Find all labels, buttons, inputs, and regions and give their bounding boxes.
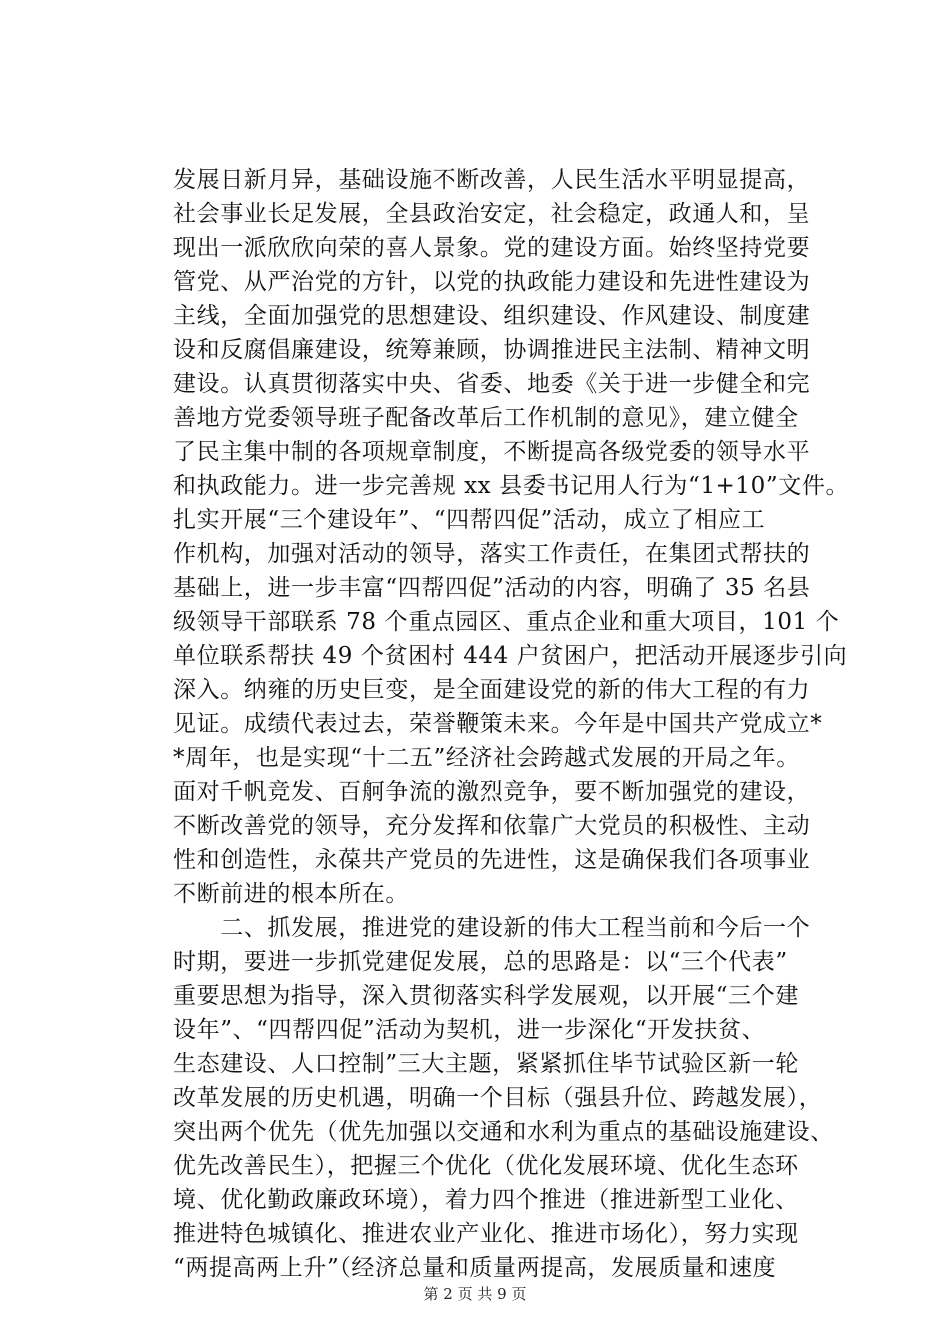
text-line: 管党、从严治党的方针，以党的执政能力建设和先进性建设为 <box>173 269 811 295</box>
text-line: 现出一派欣欣向荣的喜人景象。党的建设方面。始终坚持党要 <box>173 235 811 261</box>
text-line: 社会事业长足发展，全县政治安定，社会稳定，政通人和，呈 <box>173 201 811 227</box>
text-line: *周年，也是实现“十二五”经济社会跨越式发展的开局之年。 <box>173 745 800 771</box>
text-line: 作机构，加强对活动的领导，落实工作责任，在集团式帮扶的 <box>173 541 811 567</box>
text-line: 设年”、“四帮四促”活动为契机，进一步深化“开发扶贫、 <box>173 1017 766 1043</box>
text-line: 设和反腐倡廉建设，统筹兼顾，协调推进民主法制、精神文明 <box>173 337 811 363</box>
text-line: 优先改善民生），把握三个优化（优化发展环境、优化生态环 <box>173 1153 799 1179</box>
text-line: 深入。纳雍的历史巨变，是全面建设党的新的伟大工程的有力 <box>173 677 811 703</box>
text-line: 级领导干部联系 78 个重点园区、重点企业和重大项目，101 个 <box>173 609 840 635</box>
text-line: 重要思想为指导，深入贯彻落实科学发展观，以开展“三个建 <box>173 983 799 1009</box>
text-line: 改革发展的历史机遇，明确一个目标（强县升位、跨越发展）， <box>173 1085 823 1111</box>
text-line: 见证。成绩代表过去，荣誉鞭策未来。今年是中国共产党成立* <box>173 711 823 737</box>
page-number-footer: 第 2 页 共 9 页 <box>423 1285 527 1303</box>
text-line: 了民主集中制的各项规章制度，不断提高各级党委的领导水平 <box>173 439 811 465</box>
text-line: 性和创造性，永葆共产党员的先进性，这是确保我们各项事业 <box>173 847 811 873</box>
text-line: “两提高两上升”（经济总量和质量两提高，发展质量和速度 <box>173 1255 777 1281</box>
text-line: 发展日新月异，基础设施不断改善，人民生活水平明显提高， <box>173 167 811 193</box>
text-line: 主线，全面加强党的思想建设、组织建设、作风建设、制度建 <box>173 303 811 329</box>
text-line: 建设。认真贯彻落实中央、省委、地委《关于进一步健全和完 <box>173 371 811 397</box>
text-line: 生态建设、人口控制”三大主题，紧紧抓住毕节试验区新一轮 <box>173 1051 799 1077</box>
text-line: 时期，要进一步抓党建促发展，总的思路是：以“三个代表” <box>173 949 788 975</box>
text-line: 不断前进的根本所在。 <box>173 881 409 907</box>
text-line: 基础上，进一步丰富“四帮四促”活动的内容，明确了 35 名县 <box>173 575 811 601</box>
text-line: 推进特色城镇化、推进农业产业化、推进市场化），努力实现 <box>173 1221 799 1247</box>
text-line: 面对千帆竞发、百舸争流的激烈竞争，要不断加强党的建设， <box>173 779 811 805</box>
text-line: 善地方党委领导班子配备改革后工作机制的意见》，建立健全 <box>173 405 799 431</box>
text-line: 不断改善党的领导，充分发挥和依靠广大党员的积极性、主动 <box>173 813 811 839</box>
text-line: 突出两个优先（优先加强以交通和水利为重点的基础设施建设、 <box>173 1119 834 1145</box>
text-line: 和执政能力。进一步完善规 xx 县委书记用人行为“1+10”文件。 <box>173 473 850 499</box>
text-line: 扎实开展“三个建设年”、“四帮四促”活动，成立了相应工 <box>173 507 766 533</box>
text-line: 境、优化勤政廉政环境），着力四个推进（推进新型工业化、 <box>173 1187 799 1213</box>
text-line: 单位联系帮扶 49 个贫困村 444 户贫困户，把活动开展逐步引向 <box>173 643 848 669</box>
text-line: 二、抓发展，推进党的建设新的伟大工程当前和今后一个 <box>173 915 811 941</box>
